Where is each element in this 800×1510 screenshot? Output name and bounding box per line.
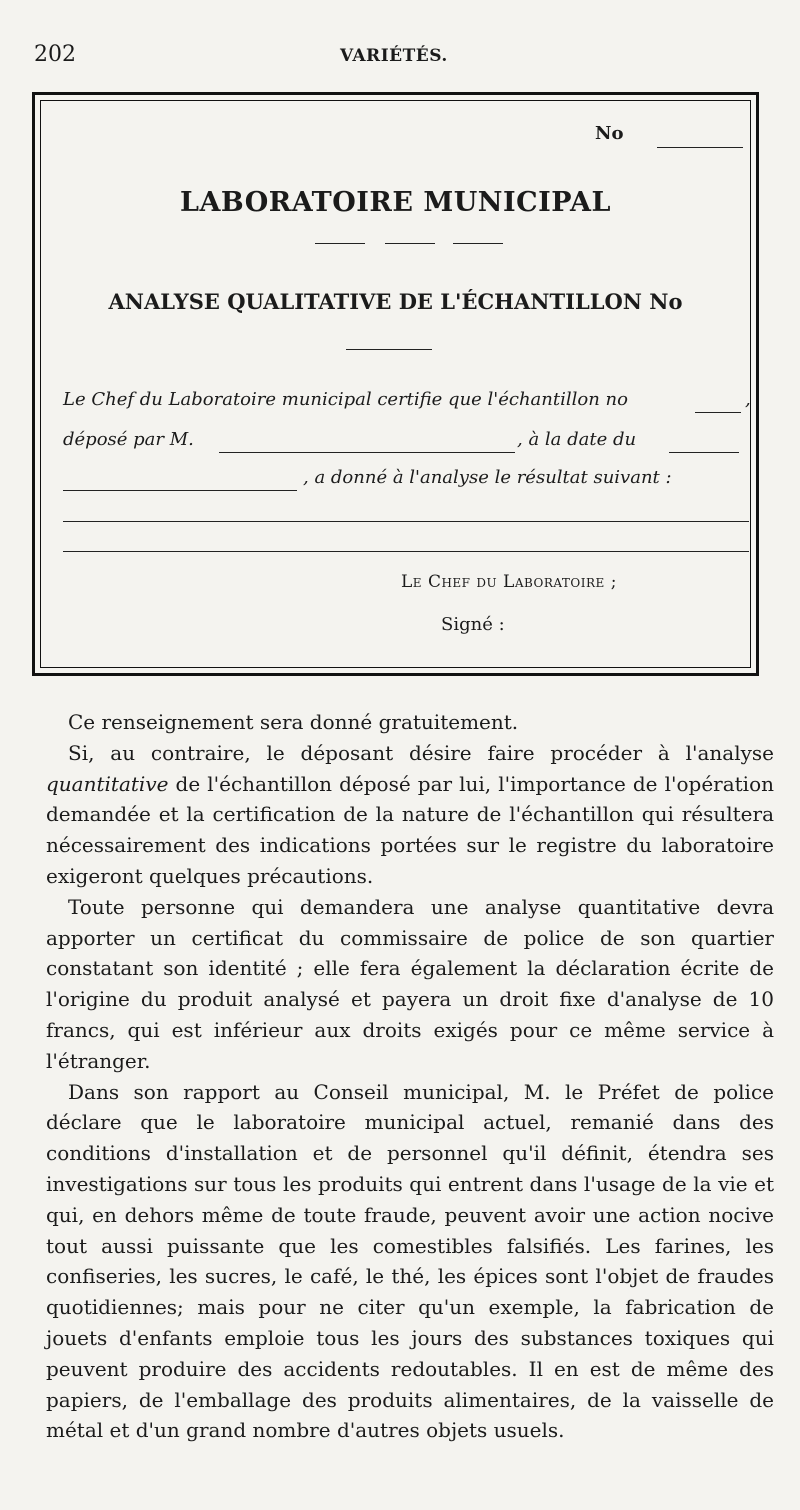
- paragraph-4: Dans son rapport au Conseil municipal, M. le Préfet de police déclare que le laboratoire municipal actuel, remanié dans des conditions d'installation et de personnel qu'il définit, étendra ses investigations sur tous les produits qui entrent dans l'usage de la vie et qui, en dehors même de toute fraude, peuvent avoir une action nocive tout aussi puissante que les comestibles falsifiés. Les farines, les confiseries, les sucres, le café, le thé, les épices sont l'objet de fraudes quotidiennes; mais pour ne citer qu'un exemple, la fabrication de jouets d'enfants emploie tous les jours des substances toxiques qui peuvent produire des accidents redoutables. Il en est de même des papiers, de l'emballage des produits alimentaires, de la vaisselle de métal et d'un grand nombre d'autres objets usuels.: [46, 1079, 774, 1443]
- signature-label: Signé :: [441, 614, 505, 635]
- paragraph-2-emphasis: quantitative: [46, 771, 169, 796]
- body-text: [46, 707, 774, 1446]
- certification-line-end: ,: [745, 389, 751, 410]
- result-label: , a donné à l'analyse le résultat suivant :: [303, 467, 672, 488]
- result-line-2: [63, 551, 749, 552]
- certification-line: Le Chef du Laboratoire municipal certifie que l'échantillon no: [63, 389, 628, 410]
- form-number-blank: [657, 147, 743, 148]
- certificate-form-inner: [40, 100, 751, 668]
- paragraph-3: Toute personne qui demandera une analyse quantitative devra apporter un certificat du commissaire de police de son quartier constatant son identité ; elle fera également la déclaration écrite de l'origine du produit analysé et payera un droit fixe d'analyse de 10 francs, qui est inférieur aux droits exigés pour ce même service à l'étranger.: [46, 894, 774, 1073]
- paragraph-2: [46, 738, 774, 892]
- depositor-name-blank: [219, 452, 515, 453]
- date-blank: [669, 452, 739, 453]
- date-continued-blank: [63, 490, 297, 491]
- date-label: , à la date du: [517, 429, 637, 450]
- analysis-title: ANALYSE QUALITATIVE DE L'ÉCHANTILLON No: [108, 289, 683, 314]
- sample-number-blank: [346, 349, 432, 350]
- paragraph-2-rest: de l'échantillon déposé par lui, l'importance de l'opération demandée et la certification de la nature de l'échantillon qui résultera nécessairement des indications portées sur le registre du laboratoire exigeront quelques précautions.: [46, 771, 774, 888]
- certificate-sample-blank: [695, 412, 741, 413]
- form-number-label: No: [595, 123, 624, 144]
- deposited-by-label: déposé par M.: [63, 429, 194, 450]
- title-rule-1: [315, 243, 365, 244]
- title-rule-3: [453, 243, 503, 244]
- result-line-1: [63, 521, 749, 522]
- page-number: 202: [34, 42, 76, 67]
- lab-chief-label: Le Chef du Laboratoire ;: [401, 572, 617, 592]
- certificate-form: [32, 92, 759, 676]
- running-head: VARIÉTÉS.: [340, 46, 448, 66]
- paragraph-1: Ce renseignement sera donné gratuitement.: [68, 710, 519, 734]
- title-rule-2: [385, 243, 435, 244]
- lab-title: LABORATOIRE MUNICIPAL: [180, 187, 611, 218]
- paragraph-2-start: Si, au contraire, le déposant désire faire procéder à l'analyse: [68, 740, 774, 765]
